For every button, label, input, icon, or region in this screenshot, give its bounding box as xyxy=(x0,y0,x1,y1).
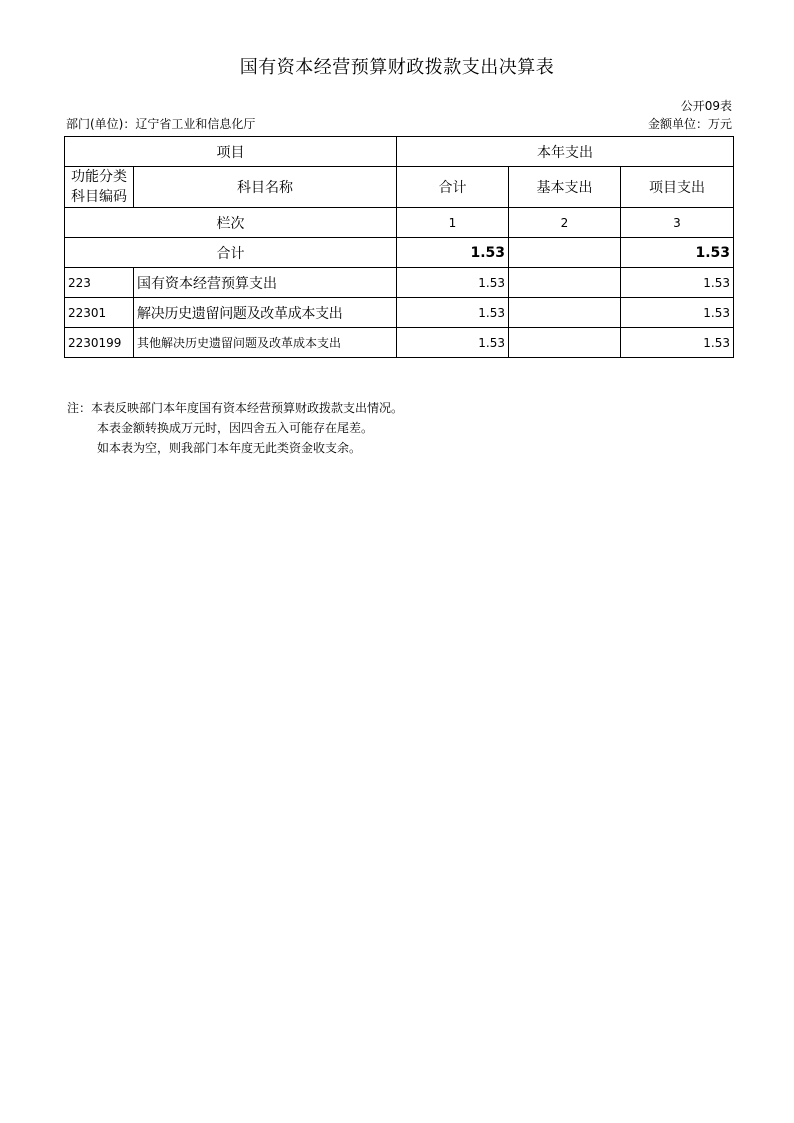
note-line: 如本表为空，则我部门本年度无此类资金收支余。 xyxy=(97,441,362,455)
note-line: 本表金额转换成万元时，因四舍五入可能存在尾差。 xyxy=(97,421,374,435)
column-number-1: 1 xyxy=(397,208,509,238)
row-code: 22301 xyxy=(65,298,134,328)
row-subject-name: 解决历史遗留问题及改革成本支出 xyxy=(134,298,397,328)
table-row xyxy=(65,328,734,358)
row-total: 1.53 xyxy=(397,328,509,358)
header-item: 项目 xyxy=(65,137,397,167)
page-title: 国有资本经营预算财政拨款支出决算表 xyxy=(239,57,555,78)
row-code: 2230199 xyxy=(65,328,134,358)
amount-unit: 金额单位：万元 xyxy=(647,117,732,131)
row-basic xyxy=(509,298,621,328)
table-row xyxy=(65,268,734,298)
row-project: 1.53 xyxy=(621,328,734,358)
header-row-1 xyxy=(65,137,734,167)
row-total: 1.53 xyxy=(397,298,509,328)
row-subject-name: 其他解决历史遗留问题及改革成本支出 xyxy=(134,328,397,358)
header-func-code: 功能分类科目编码 xyxy=(65,167,134,208)
expenditure-table xyxy=(64,136,734,358)
row-basic xyxy=(509,328,621,358)
column-order-label: 栏次 xyxy=(65,208,397,238)
header-project: 项目支出 xyxy=(621,167,734,208)
table-row xyxy=(65,298,734,328)
column-order-row xyxy=(65,208,734,238)
row-code: 223 xyxy=(65,268,134,298)
row-basic xyxy=(509,268,621,298)
header-total: 合计 xyxy=(397,167,509,208)
header-current-year: 本年支出 xyxy=(397,137,734,167)
total-label: 合计 xyxy=(65,238,397,268)
header-row-2 xyxy=(65,167,734,208)
department-label: 部门(单位)：辽宁省工业和信息化厅 xyxy=(66,117,256,131)
total-basic xyxy=(509,238,621,268)
notes xyxy=(67,398,403,458)
row-subject-name: 国有资本经营预算支出 xyxy=(134,268,397,298)
note-line: 注：本表反映部门本年度国有资本经营预算财政拨款支出情况。 xyxy=(67,401,404,415)
row-total: 1.53 xyxy=(397,268,509,298)
row-project: 1.53 xyxy=(621,298,734,328)
total-row xyxy=(65,238,734,268)
form-number: 公开09表 xyxy=(680,99,732,113)
total-amount: 1.53 xyxy=(397,238,509,268)
column-number-2: 2 xyxy=(509,208,621,238)
row-project: 1.53 xyxy=(621,268,734,298)
header-subject-name: 科目名称 xyxy=(134,167,397,208)
total-project: 1.53 xyxy=(621,238,734,268)
header-basic: 基本支出 xyxy=(509,167,621,208)
column-number-3: 3 xyxy=(621,208,734,238)
